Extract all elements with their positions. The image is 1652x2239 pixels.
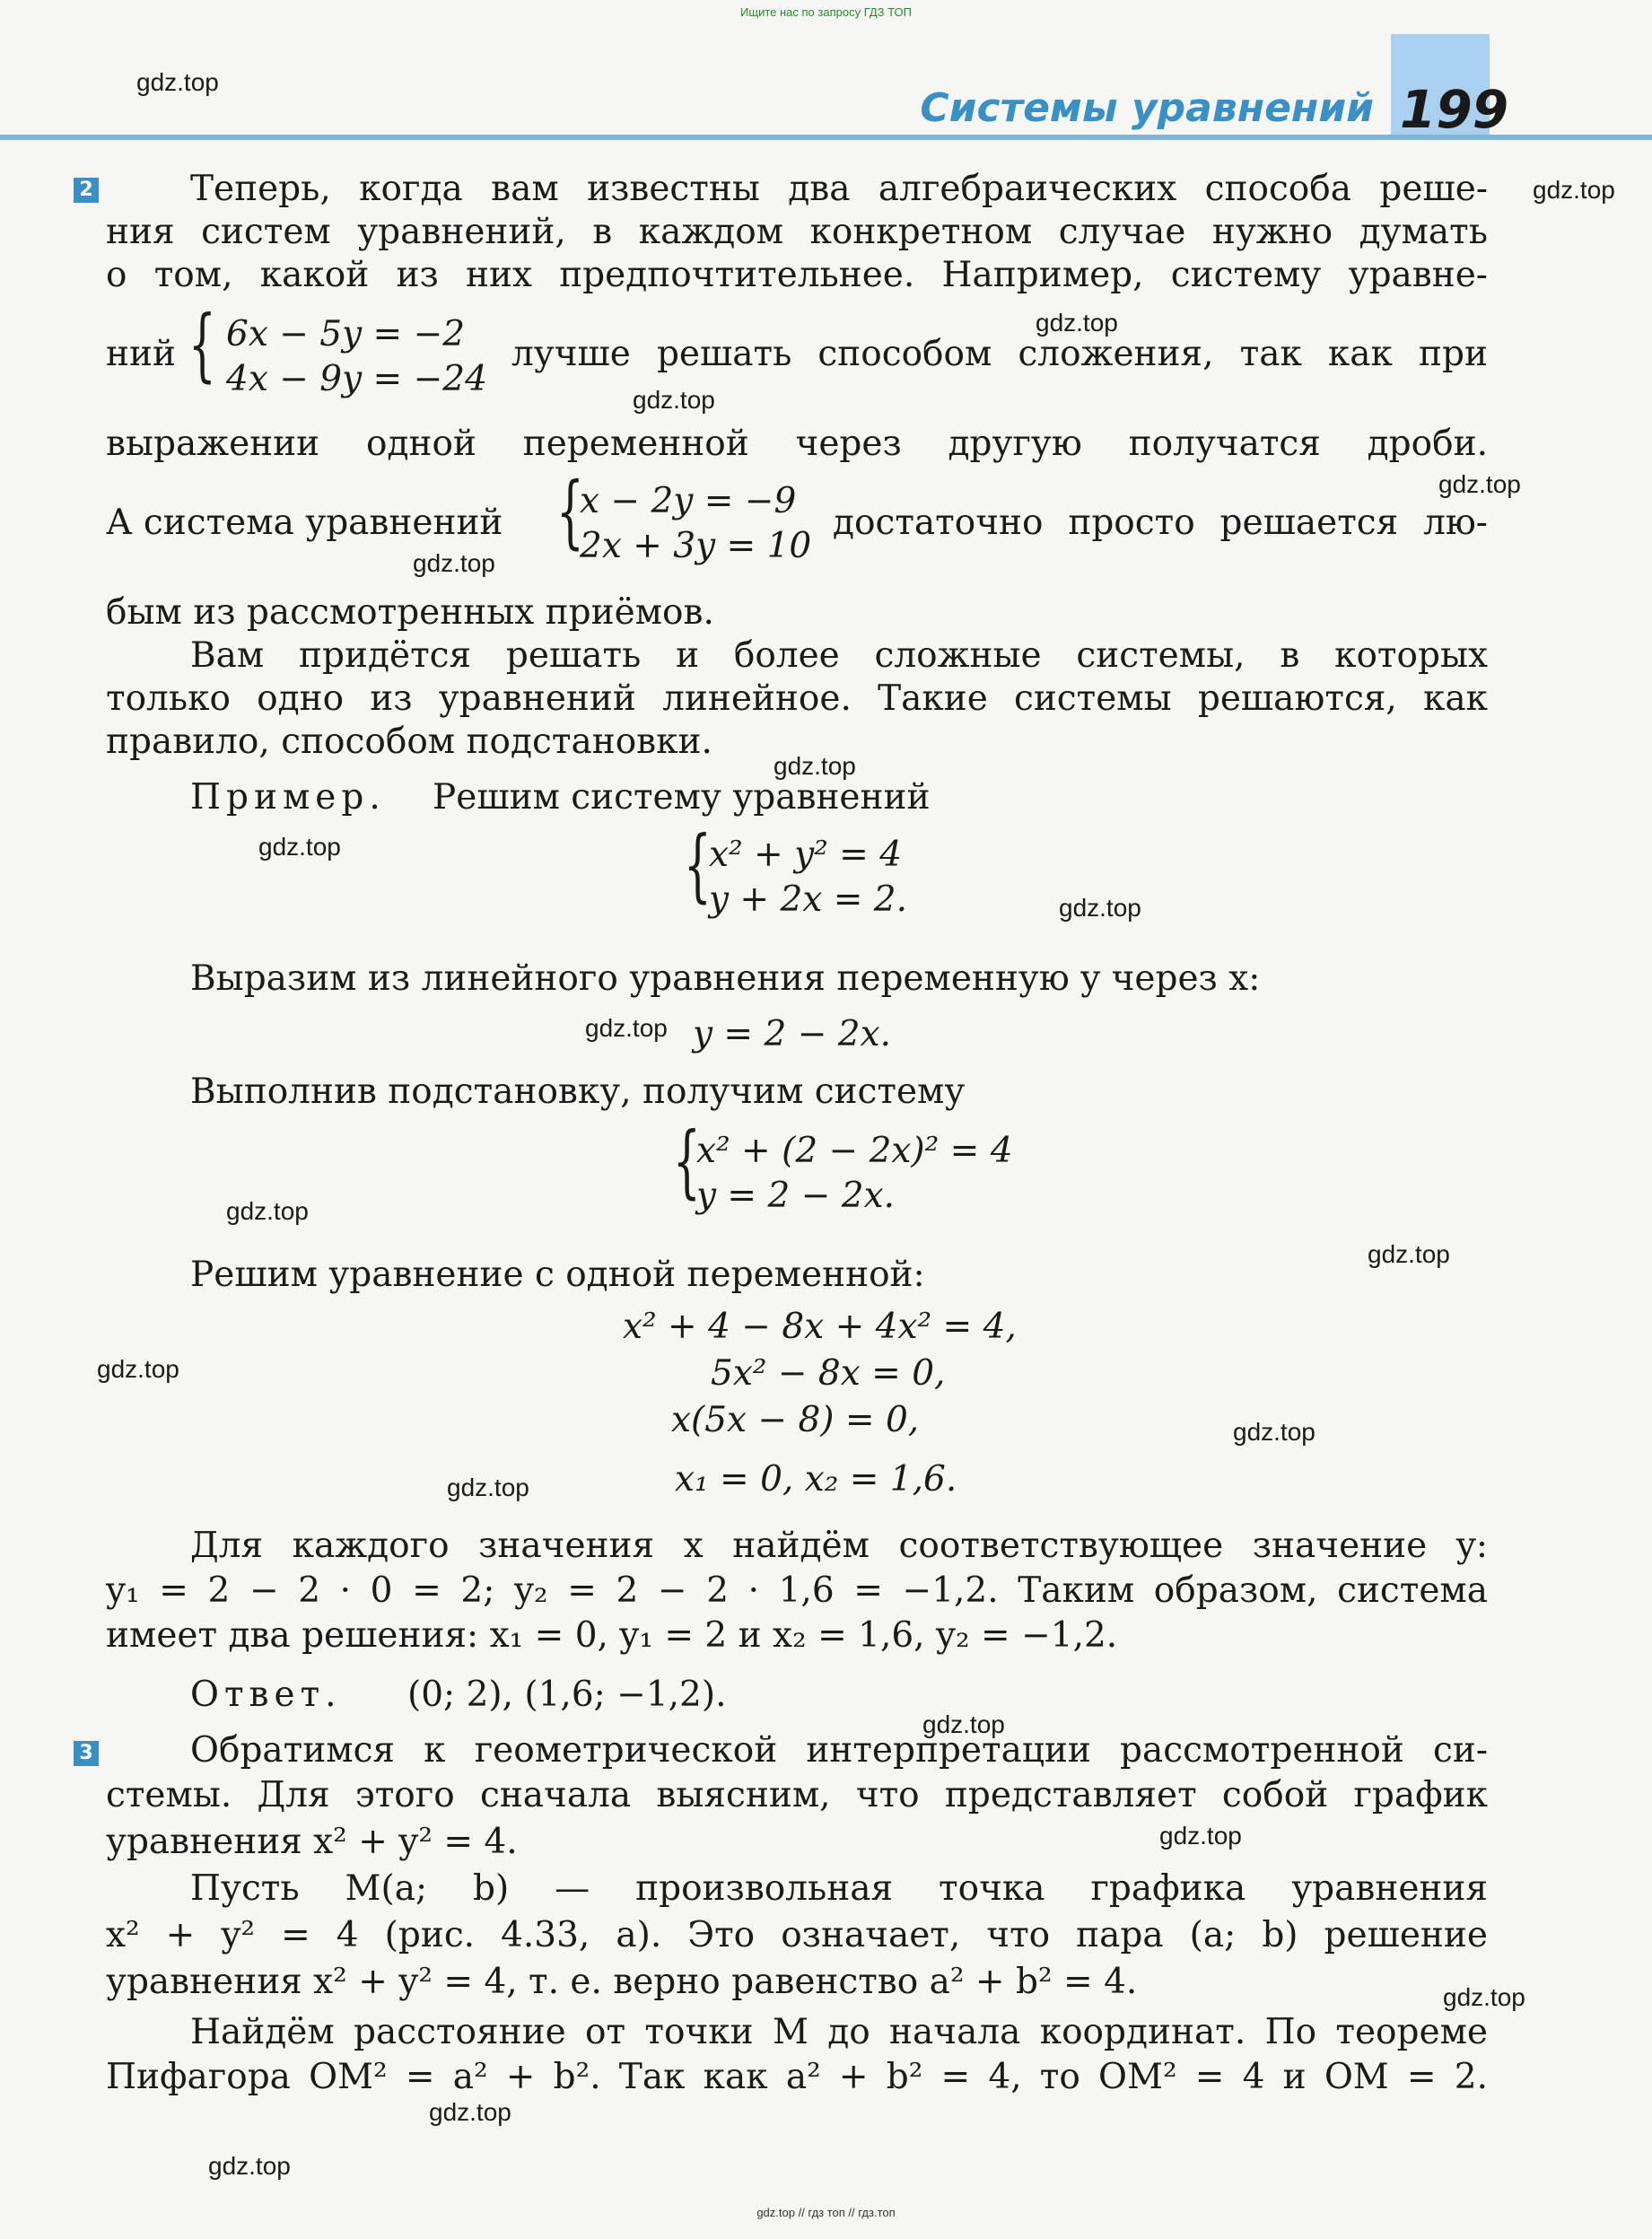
text-line: Теперь, когда вам известны два алгебраических способа реше- bbox=[190, 169, 1488, 209]
equation: x² + 4 − 8x + 4x² = 4, bbox=[623, 1307, 1017, 1347]
bottom-note: gdz.top // гдз топ // гдз.топ bbox=[756, 2206, 896, 2219]
page-number: 199 bbox=[1400, 79, 1509, 140]
text-line: ния систем уравнений, в каждом конкретном случае нужно думать bbox=[106, 212, 1488, 252]
equation: y = 2 − 2x. bbox=[693, 1014, 891, 1054]
watermark: gdz.top bbox=[585, 1014, 668, 1042]
text-line: Решим уравнение с одной переменной: bbox=[190, 1255, 925, 1295]
text-line: правило, способом подстановки. bbox=[106, 722, 712, 762]
text-line: Вам придётся решать и более сложные системы, в которых bbox=[190, 635, 1488, 676]
example-label: Пример. bbox=[190, 777, 386, 818]
system-brace: { bbox=[673, 1115, 701, 1207]
system-equation: y = 2 − 2x. bbox=[696, 1176, 895, 1216]
system-equation: x² + y² = 4 bbox=[709, 835, 903, 875]
text-line: Решим систему уравнений bbox=[433, 777, 931, 818]
watermark: gdz.top bbox=[447, 1474, 529, 1501]
text-line: уравнения x² + y² = 4. bbox=[106, 1822, 518, 1862]
answer-label: Ответ. bbox=[190, 1675, 342, 1715]
text-line: уравнения x² + y² = 4, т. е. верно равенство a² + b² = 4. bbox=[106, 1962, 1138, 2002]
top-note: Ищите нас по запросу ГДЗ ТОП bbox=[740, 5, 912, 19]
text-line: только одно из уравнений линейное. Такие системы решаются, как bbox=[106, 678, 1488, 719]
equation: 5x² − 8x = 0, bbox=[711, 1353, 946, 1394]
text-line: А система уравнений bbox=[106, 503, 503, 543]
watermark: gdz.top bbox=[1233, 1418, 1315, 1446]
watermark: gdz.top bbox=[1368, 1240, 1450, 1268]
text-line: ний bbox=[106, 334, 176, 374]
text-line: выражении одной переменной через другую получатся дроби. bbox=[106, 424, 1488, 464]
watermark: gdz.top bbox=[208, 2152, 291, 2180]
text-line: Выразим из линейного уравнения переменную y через x: bbox=[190, 958, 1261, 999]
watermark: gdz.top bbox=[1059, 894, 1141, 922]
text-line: Выполнив подстановку, получим систему bbox=[190, 1071, 966, 1112]
system-equation: 4x − 9y = −24 bbox=[226, 359, 487, 399]
watermark: gdz.top bbox=[258, 833, 341, 861]
section-marker-2: 2 bbox=[74, 178, 99, 203]
text-line: Обратимся к геометрической интерпретации рассмотренной си- bbox=[190, 1730, 1488, 1771]
system-brace: { bbox=[684, 818, 712, 911]
equation: x(5x − 8) = 0, bbox=[671, 1400, 920, 1440]
system-brace: { bbox=[188, 298, 216, 390]
watermark: gdz.top bbox=[633, 386, 715, 414]
text-line: бым из рассмотренных приёмов. bbox=[106, 592, 714, 633]
watermark: gdz.top bbox=[1533, 176, 1615, 204]
watermark: gdz.top bbox=[413, 549, 495, 577]
watermark: gdz.top bbox=[1036, 309, 1118, 337]
text-line: Пусть M(a; b) — произвольная точка графика уравнения bbox=[190, 1868, 1488, 1909]
chapter-title: Системы уравнений bbox=[920, 85, 1374, 131]
system-equation: x − 2y = −9 bbox=[580, 481, 797, 521]
watermark: gdz.top bbox=[922, 1710, 1005, 1738]
text-line: Для каждого значения x найдём соответствующее значение y: bbox=[190, 1526, 1488, 1566]
text-line: Пифагора OM² = a² + b². Так как a² + b² = 4, то OM² = 4 и OM = 2. bbox=[106, 2057, 1488, 2097]
answer-value: (0; 2), (1,6; −1,2). bbox=[407, 1675, 727, 1715]
section-marker-3: 3 bbox=[74, 1741, 99, 1766]
text-line: имеет два решения: x₁ = 0, y₁ = 2 и x₂ = 1,6, y₂ = −1,2. bbox=[106, 1615, 1118, 1656]
watermark: gdz.top bbox=[97, 1355, 179, 1383]
system-equation: 2x + 3y = 10 bbox=[580, 526, 812, 566]
watermark: gdz.top bbox=[1438, 470, 1521, 498]
system-equation: y + 2x = 2. bbox=[709, 879, 907, 920]
text-line: достаточно просто решается лю- bbox=[833, 503, 1488, 543]
watermark: gdz.top bbox=[1159, 1822, 1242, 1850]
text-line: лучше решать способом сложения, так как при bbox=[511, 334, 1488, 374]
watermark: gdz.top bbox=[774, 752, 856, 780]
text-line: о том, какой из них предпочтительнее. Например, систему уравне- bbox=[106, 255, 1488, 295]
watermark: gdz.top bbox=[226, 1197, 309, 1225]
system-equation: 6x − 5y = −2 bbox=[226, 314, 466, 354]
equation: x₁ = 0, x₂ = 1,6. bbox=[675, 1459, 957, 1500]
system-brace: { bbox=[556, 465, 584, 557]
system-equation: x² + (2 − 2x)² = 4 bbox=[696, 1131, 1013, 1171]
watermark: gdz.top bbox=[429, 2098, 511, 2126]
text-line: y₁ = 2 − 2 · 0 = 2; y₂ = 2 − 2 · 1,6 = −1,2. Таким образом, система bbox=[106, 1570, 1488, 1611]
watermark: gdz.top bbox=[1443, 1983, 1525, 2011]
watermark: gdz.top bbox=[136, 68, 219, 96]
text-line: стемы. Для этого сначала выясним, что представляет собой график bbox=[106, 1775, 1488, 1815]
text-line: x² + y² = 4 (рис. 4.33, а). Это означает, что пара (a; b) решение bbox=[106, 1915, 1488, 1955]
text-line: Найдём расстояние от точки M до начала координат. По теореме bbox=[190, 2012, 1488, 2052]
